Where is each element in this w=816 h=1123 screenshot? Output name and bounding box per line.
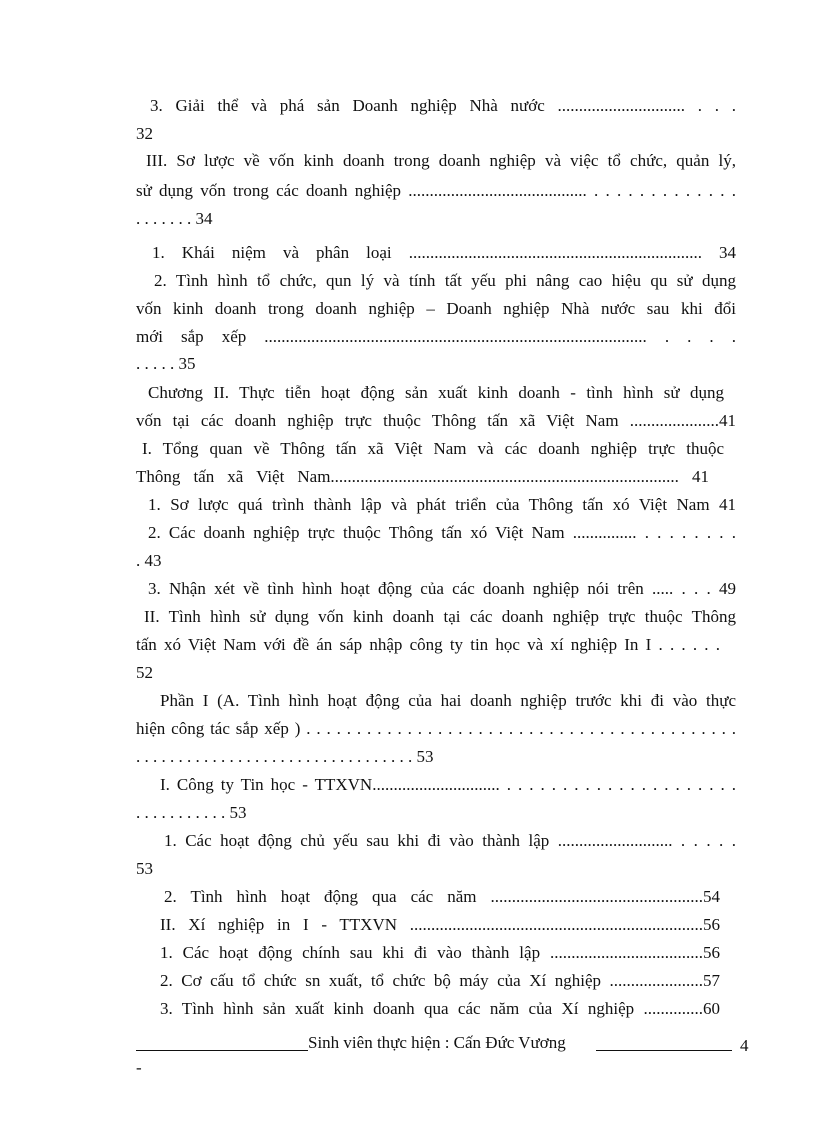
toc-line: . 43 [136, 551, 162, 570]
toc-line: 2. Tình hình hoạt động qua các năm ..................................................54 [164, 887, 720, 906]
toc-line: 1. Khái niệm và phân loại ..................................................................... 34 [152, 243, 736, 262]
toc-line: . . . . . . . . . . . . . . . . . . . . . . . . . . . . . . . . . 53 [136, 747, 434, 766]
toc-line: 2. Tình hình tổ chức, qun lý và tính tất yếu phi nâng cao hiệu qu sử dụng [154, 271, 736, 290]
toc-line: vốn tại các doanh nghiệp trực thuộc Thông tấn xã Việt Nam .....................41 [136, 411, 736, 430]
toc-line: tấn xó Việt Nam với đề án sáp nhập công ty tin học và xí nghiệp In I . . . . . . [136, 635, 720, 654]
toc-line: Thông tấn xã Việt Nam.................................................................................. 41 [136, 467, 709, 486]
toc-line: 3. Giải thể và phá sản Doanh nghiệp Nhà nước .............................. . . . [150, 96, 736, 115]
toc-line: 2. Các doanh nghiệp trực thuộc Thông tấn xó Việt Nam ............... . . . . . . . . [148, 523, 736, 542]
toc-line: sử dụng vốn trong các doanh nghiệp .......................................... . . . . . . . . . . . . . [136, 181, 736, 200]
toc-line: I. Công ty Tin học - TTXVN.............................. . . . . . . . . . . . . . . . . . . . . . [160, 775, 736, 794]
toc-line: 3. Tình hình sản xuất kinh doanh qua các năm của Xí nghiệp ..............60 [160, 999, 720, 1018]
footer-mark: - [136, 1058, 142, 1077]
toc-line: . . . . . . . . . . . 53 [136, 803, 247, 822]
toc-line: vốn kinh doanh trong doanh nghiệp – Doanh nghiệp Nhà nước sau khi đổi [136, 299, 736, 318]
toc-line: 1. Các hoạt động chính sau khi đi vào thành lập ....................................56 [160, 943, 720, 962]
toc-line: II. Xí nghiệp in I - TTXVN .....................................................................56 [160, 915, 720, 934]
footer-rule-left [136, 1050, 308, 1051]
toc-line: III. Sơ lược về vốn kinh doanh trong doanh nghiệp và việc tổ chức, quản lý, [146, 151, 736, 170]
toc-line: Chương II. Thực tiễn hoạt động sản xuất kinh doanh - tình hình sử dụng [148, 383, 724, 402]
toc-line: I. Tổng quan về Thông tấn xã Việt Nam và các doanh nghiệp trực thuộc [142, 439, 724, 458]
toc-line: hiện công tác sắp xếp ) . . . . . . . . . . . . . . . . . . . . . . . . . . . . . . . . . . . . . . . . . . . [136, 719, 736, 738]
footer-author: Sinh viên thực hiện : Cấn Đức Vương [308, 1033, 566, 1052]
toc-line: . . . . . 35 [136, 354, 196, 373]
toc-line: 1. Sơ lược quá trình thành lập và phát triển của Thông tấn xó Việt Nam 41 [148, 495, 736, 514]
page-number: 4 [740, 1036, 749, 1055]
toc-line: Phần I (A. Tình hình hoạt động của hai doanh nghiệp trước khi đi vào thực [160, 691, 736, 710]
footer-rule-right [596, 1050, 732, 1051]
toc-line: . . . . . . . 34 [136, 209, 213, 228]
toc-line: 52 [136, 663, 153, 682]
toc-line: 1. Các hoạt động chủ yếu sau khi đi vào thành lập ........................... . . . . . [164, 831, 736, 850]
toc-line: mới sắp xếp .......................................................................................... . . . . [136, 327, 736, 346]
toc-line: 53 [136, 859, 153, 878]
toc-line: II. Tình hình sử dụng vốn kinh doanh tại các doanh nghiệp trực thuộc Thông [144, 607, 736, 626]
toc-line: 2. Cơ cấu tổ chức sn xuất, tổ chức bộ máy của Xí nghiệp ......................57 [160, 971, 720, 990]
toc-line: 3. Nhận xét về tình hình hoạt động của các doanh nghiệp nói trên ..... . . . 49 [148, 579, 736, 598]
toc-line: 32 [136, 124, 153, 143]
